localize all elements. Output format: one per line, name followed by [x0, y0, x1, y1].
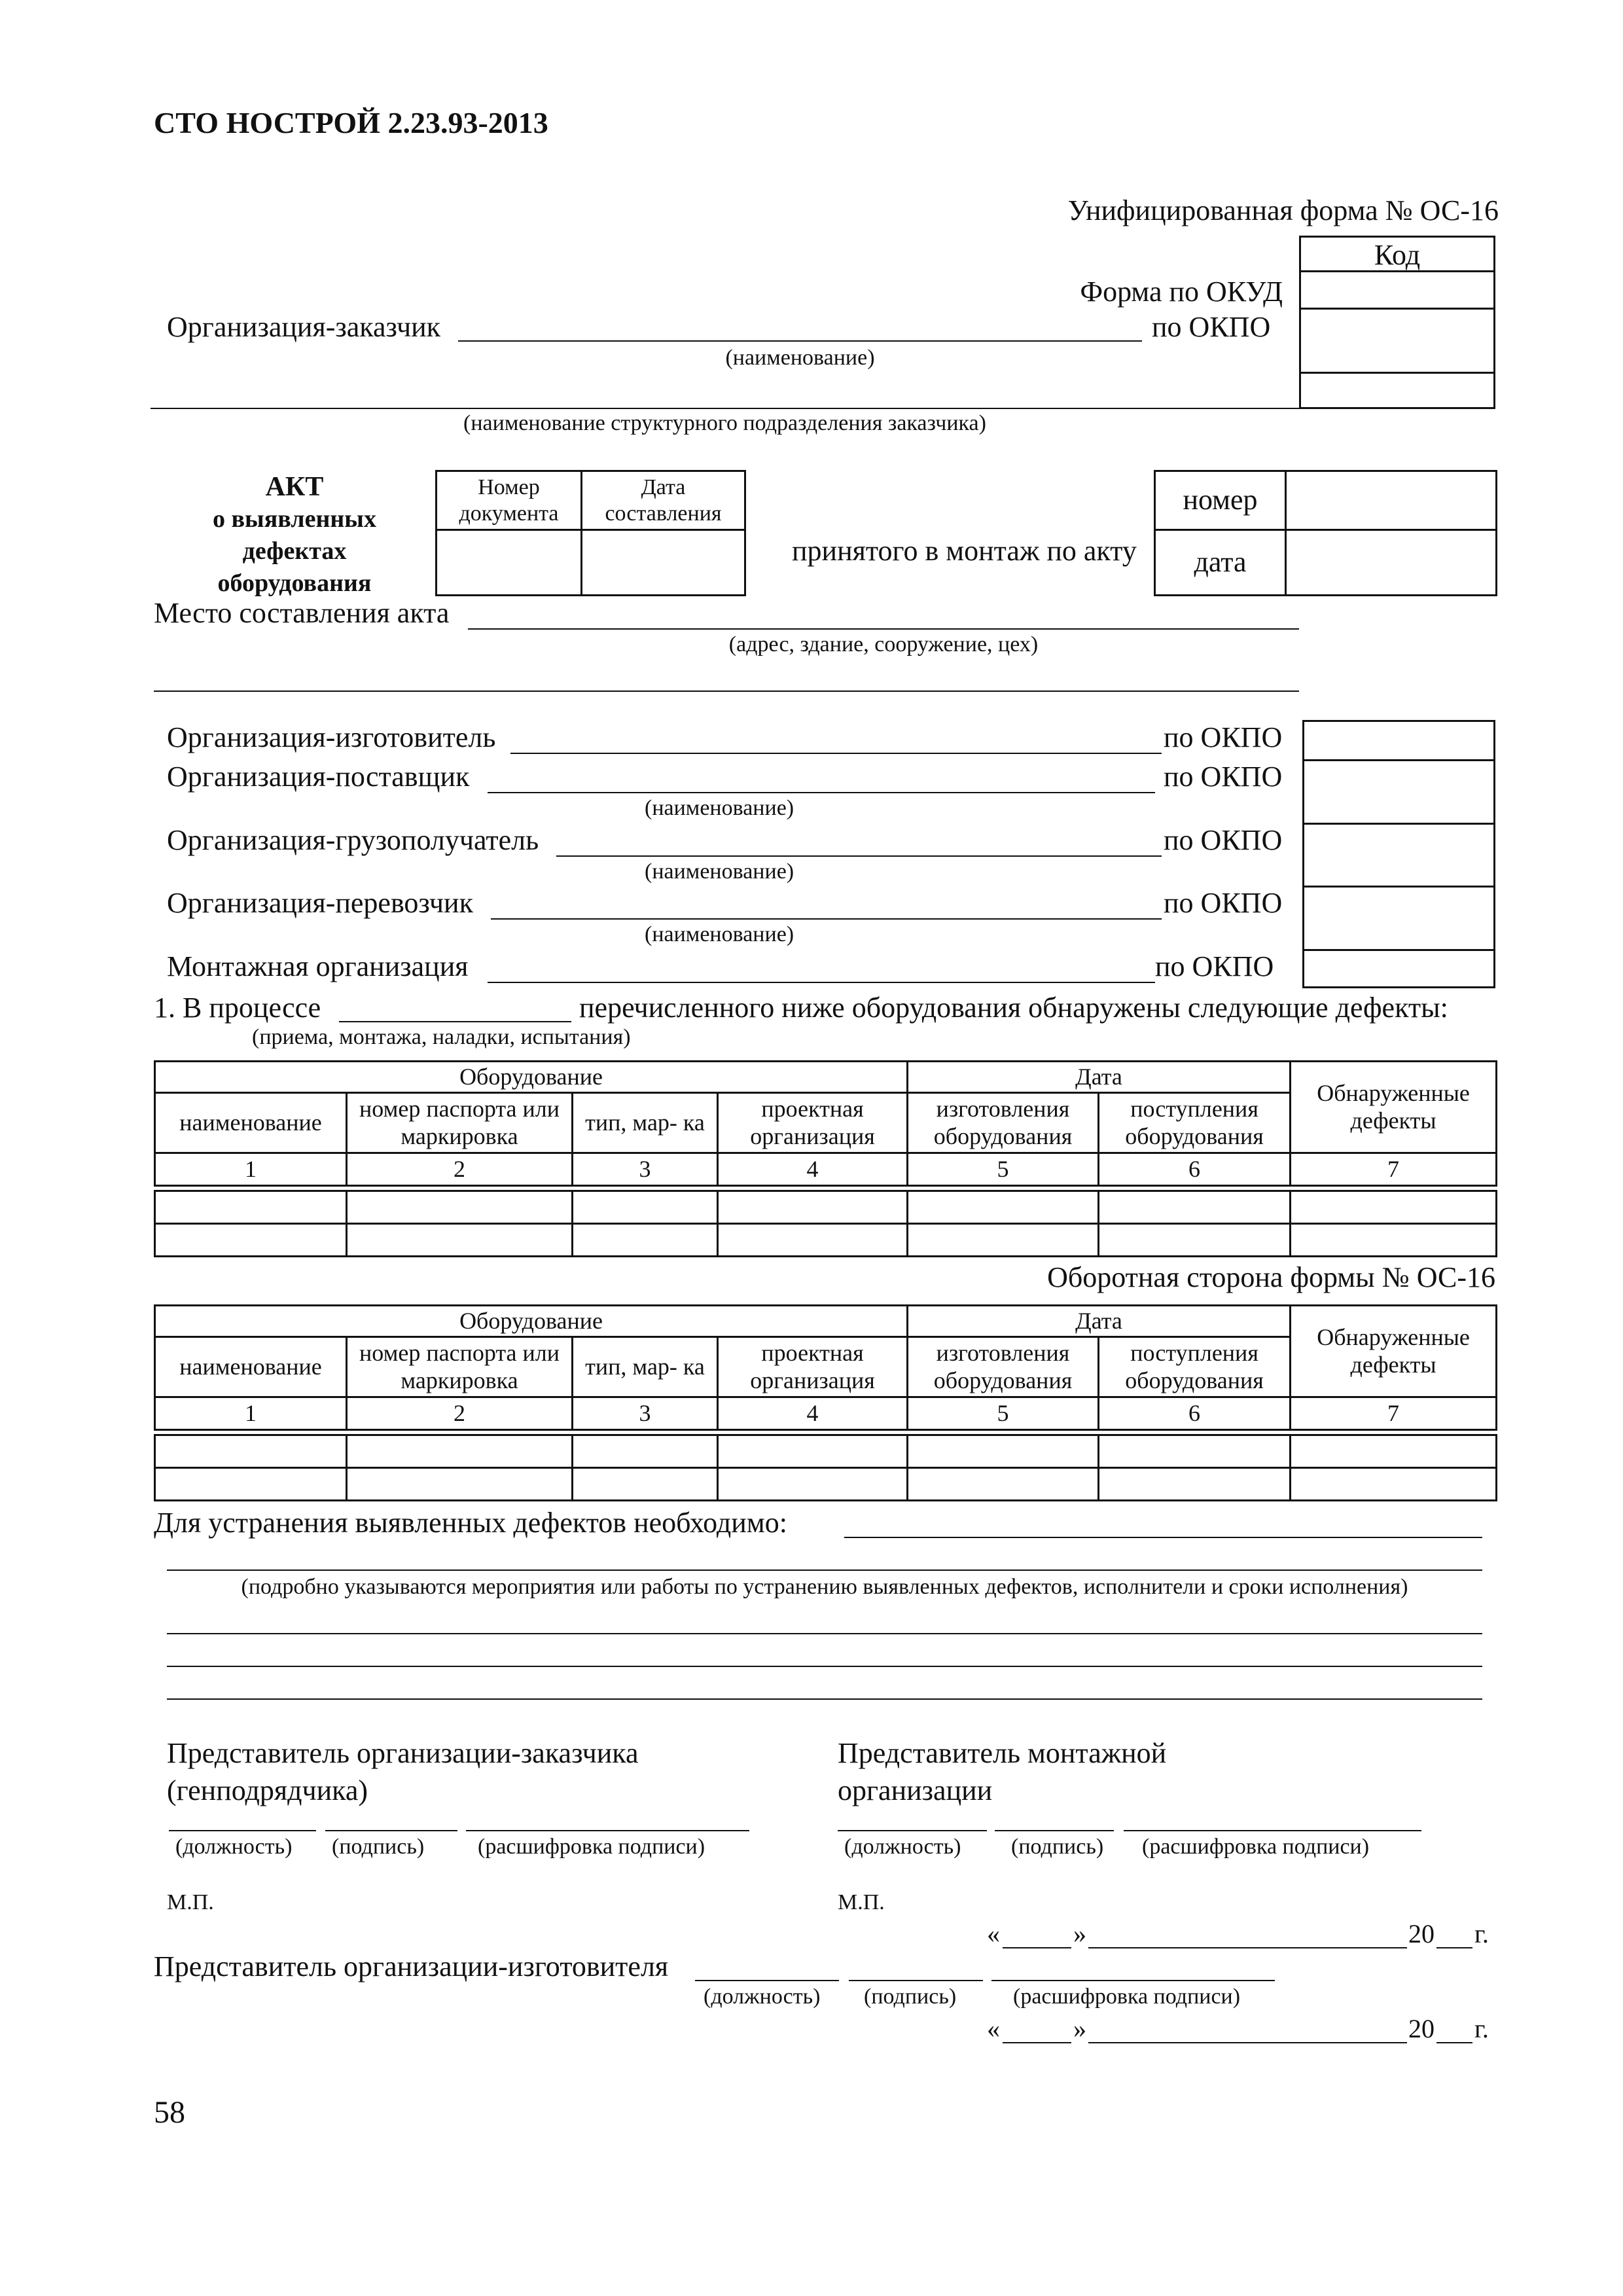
- act-title: АКТ о выявленных дефектах оборудования: [213, 472, 376, 597]
- section1-prefix: 1. В процессе: [154, 992, 321, 1024]
- org-supplier-okpo: по ОКПО: [1164, 761, 1283, 793]
- maker-signature-caption: (подпись): [864, 1984, 957, 2009]
- col-number: 4: [718, 1397, 908, 1430]
- section1-process-field[interactable]: [339, 1021, 571, 1022]
- doc-number-header: Номер документа: [437, 471, 582, 530]
- maker-rep-title: Представитель организации-изготовителя: [154, 1950, 669, 1982]
- table-row[interactable]: [155, 1224, 1497, 1257]
- org-carrier-label: Организация-перевозчик: [167, 887, 473, 919]
- form-title: Унифицированная форма № ОС-16: [1067, 194, 1499, 226]
- col-number: 5: [908, 1397, 1099, 1430]
- date2-year-field[interactable]: [1436, 2042, 1472, 2043]
- doc-date-header: Дата составления: [582, 471, 745, 530]
- remedy-label: Для устранения выявленных дефектов необходимо:: [154, 1507, 787, 1539]
- mount-position-caption: (должность): [844, 1835, 961, 1859]
- mount-position-field[interactable]: [838, 1830, 987, 1831]
- col-number: 1: [155, 1153, 347, 1186]
- org-maker-label: Организация-изготовитель: [167, 721, 496, 753]
- date1-close-quote: »: [1073, 1919, 1086, 1948]
- org-mount-field[interactable]: [488, 982, 1155, 983]
- date2-year-prefix: 20: [1408, 2014, 1435, 2043]
- doc-number-cell[interactable]: [437, 530, 582, 596]
- col-name: наименование: [155, 1337, 347, 1397]
- doc-number-date-table: [435, 470, 746, 596]
- col-number: 1: [155, 1397, 347, 1430]
- org-maker-okpo: по ОКПО: [1164, 721, 1283, 753]
- org-supplier-field[interactable]: [488, 792, 1155, 793]
- accepted-number-cell[interactable]: [1286, 471, 1497, 530]
- accepted-date-label: дата: [1155, 530, 1286, 596]
- customer-decode-field[interactable]: [466, 1830, 749, 1831]
- mount-stamp: М.П.: [838, 1890, 885, 1914]
- col-number: 5: [908, 1153, 1099, 1186]
- date2-year-suffix: г.: [1474, 2014, 1489, 2043]
- col-number: 7: [1291, 1397, 1497, 1430]
- code-header: Код: [1374, 239, 1421, 271]
- customer-position-caption: (должность): [175, 1835, 293, 1859]
- subdivision-caption: (наименование структурного подразделения заказчика): [463, 411, 986, 435]
- header-date: Дата: [908, 1306, 1291, 1337]
- remedy-caption: (подробно указываются мероприятия или работы по устранению выявленных дефектов, исполнители и сроки исполнения): [241, 1575, 1408, 1599]
- date1-month-field[interactable]: [1088, 1947, 1407, 1948]
- maker-position-caption: (должность): [704, 1984, 821, 2009]
- reverse-title: Оборотная сторона формы № ОС-16: [1047, 1261, 1495, 1293]
- customer-okpo: по ОКПО: [1152, 311, 1271, 343]
- header-equipment: Оборудование: [155, 1306, 908, 1337]
- doc-code: СТО НОСТРОЙ 2.23.93-2013: [154, 106, 548, 139]
- col-number: 6: [1099, 1397, 1291, 1430]
- col-number: 2: [347, 1153, 573, 1186]
- col-passport: номер паспорта или маркировка: [347, 1093, 573, 1153]
- col-number: 3: [573, 1153, 718, 1186]
- date1-day-field[interactable]: [1003, 1947, 1071, 1948]
- mount-decode-caption: (расшифровка подписи): [1142, 1835, 1370, 1859]
- col-name: наименование: [155, 1093, 347, 1153]
- org-supplier-caption: (наименование): [645, 796, 794, 820]
- org-consignee-field[interactable]: [556, 855, 1162, 857]
- col-number: 7: [1291, 1153, 1497, 1186]
- defects-table-reverse: [154, 1304, 1497, 1501]
- org-consignee-label: Организация-грузополучатель: [167, 824, 539, 856]
- col-manufacture: изготовления оборудования: [908, 1337, 1099, 1397]
- col-arrival: поступления оборудования: [1099, 1337, 1291, 1397]
- doc-date-cell[interactable]: [582, 530, 745, 596]
- customer-field[interactable]: [458, 340, 1142, 342]
- org-consignee-caption: (наименование): [645, 859, 794, 884]
- customer-label: Организация-заказчик: [167, 311, 441, 343]
- customer-caption: (наименование): [725, 346, 875, 370]
- date1-year-suffix: г.: [1474, 1919, 1489, 1948]
- remedy-field-2[interactable]: [167, 1570, 1482, 1571]
- mount-signature-caption: (подпись): [1011, 1835, 1104, 1859]
- place-caption: (адрес, здание, сооружение, цех): [728, 632, 1039, 656]
- place-field-2[interactable]: [154, 691, 1299, 692]
- org-carrier-caption: (наименование): [645, 922, 794, 946]
- date1-year-field[interactable]: [1436, 1947, 1472, 1948]
- col-number: 6: [1099, 1153, 1291, 1186]
- col-arrival: поступления оборудования: [1099, 1093, 1291, 1153]
- col-type: тип, мар- ка: [573, 1093, 718, 1153]
- accepted-date-cell[interactable]: [1286, 530, 1497, 596]
- remedy-field-5[interactable]: [167, 1698, 1482, 1700]
- maker-position-field[interactable]: [695, 1980, 839, 1981]
- table-row[interactable]: [155, 1191, 1497, 1224]
- date2-month-field[interactable]: [1088, 2042, 1407, 2043]
- place-label: Место составления акта: [154, 597, 450, 629]
- org-mount-okpo: по ОКПО: [1155, 950, 1274, 982]
- customer-rep-title: Представитель организации-заказчика (генподрядчика): [167, 1737, 639, 1806]
- maker-decode-caption: (расшифровка подписи): [1013, 1984, 1241, 2009]
- org-mount-label: Монтажная организация: [167, 950, 469, 982]
- customer-signature-field[interactable]: [325, 1830, 457, 1831]
- place-field[interactable]: [468, 628, 1299, 630]
- col-passport: номер паспорта или маркировка: [347, 1337, 573, 1397]
- org-supplier-label: Организация-поставщик: [167, 761, 470, 793]
- subdivision-field[interactable]: [151, 408, 1299, 409]
- date2-open-quote: «: [987, 2014, 1000, 2043]
- col-number: 2: [347, 1397, 573, 1430]
- remedy-field[interactable]: [844, 1537, 1482, 1538]
- table-row[interactable]: [155, 1468, 1497, 1501]
- header-defects: Обнаруженные дефекты: [1291, 1062, 1497, 1153]
- mount-signature-field[interactable]: [995, 1830, 1114, 1831]
- date2-day-field[interactable]: [1003, 2042, 1071, 2043]
- col-manufacture: изготовления оборудования: [908, 1093, 1099, 1153]
- col-number: 3: [573, 1397, 718, 1430]
- org-consignee-okpo: по ОКПО: [1164, 824, 1283, 856]
- table-row[interactable]: [155, 1435, 1497, 1468]
- col-design-org: проектная организация: [718, 1093, 908, 1153]
- date1-open-quote: «: [987, 1919, 1000, 1948]
- section1-suffix: перечисленного ниже оборудования обнаружены следующие дефекты:: [579, 992, 1448, 1024]
- maker-signature-field[interactable]: [849, 1980, 983, 1981]
- mount-rep-title: Представитель монтажной организации: [838, 1737, 1167, 1806]
- date1-year-prefix: 20: [1408, 1919, 1435, 1948]
- header-equipment: Оборудование: [155, 1062, 908, 1093]
- customer-signature-caption: (подпись): [332, 1835, 425, 1859]
- org-carrier-field[interactable]: [491, 918, 1162, 920]
- remedy-field-4[interactable]: [167, 1666, 1482, 1667]
- customer-stamp: М.П.: [167, 1890, 214, 1914]
- mount-decode-field[interactable]: [1124, 1830, 1421, 1831]
- section1-caption: (приема, монтажа, наладки, испытания): [252, 1025, 631, 1049]
- header-date: Дата: [908, 1062, 1291, 1093]
- defects-table: [154, 1060, 1497, 1257]
- customer-decode-caption: (расшифровка подписи): [478, 1835, 705, 1859]
- col-number: 4: [718, 1153, 908, 1186]
- page-number: 58: [154, 2095, 185, 2130]
- accepted-label: принятого в монтаж по акту: [792, 535, 1137, 567]
- col-type: тип, мар- ка: [573, 1337, 718, 1397]
- accepted-number-label: номер: [1155, 471, 1286, 530]
- col-design-org: проектная организация: [718, 1337, 908, 1397]
- org-carrier-okpo: по ОКПО: [1164, 887, 1283, 919]
- customer-position-field[interactable]: [169, 1830, 316, 1831]
- org-maker-field[interactable]: [510, 753, 1162, 754]
- okud-label: Форма по ОКУД: [1080, 276, 1283, 308]
- remedy-field-3[interactable]: [167, 1633, 1482, 1634]
- accepted-act-table: [1154, 470, 1497, 596]
- maker-decode-field[interactable]: [991, 1980, 1275, 1981]
- date2-close-quote: »: [1073, 2014, 1086, 2043]
- header-defects: Обнаруженные дефекты: [1291, 1306, 1497, 1397]
